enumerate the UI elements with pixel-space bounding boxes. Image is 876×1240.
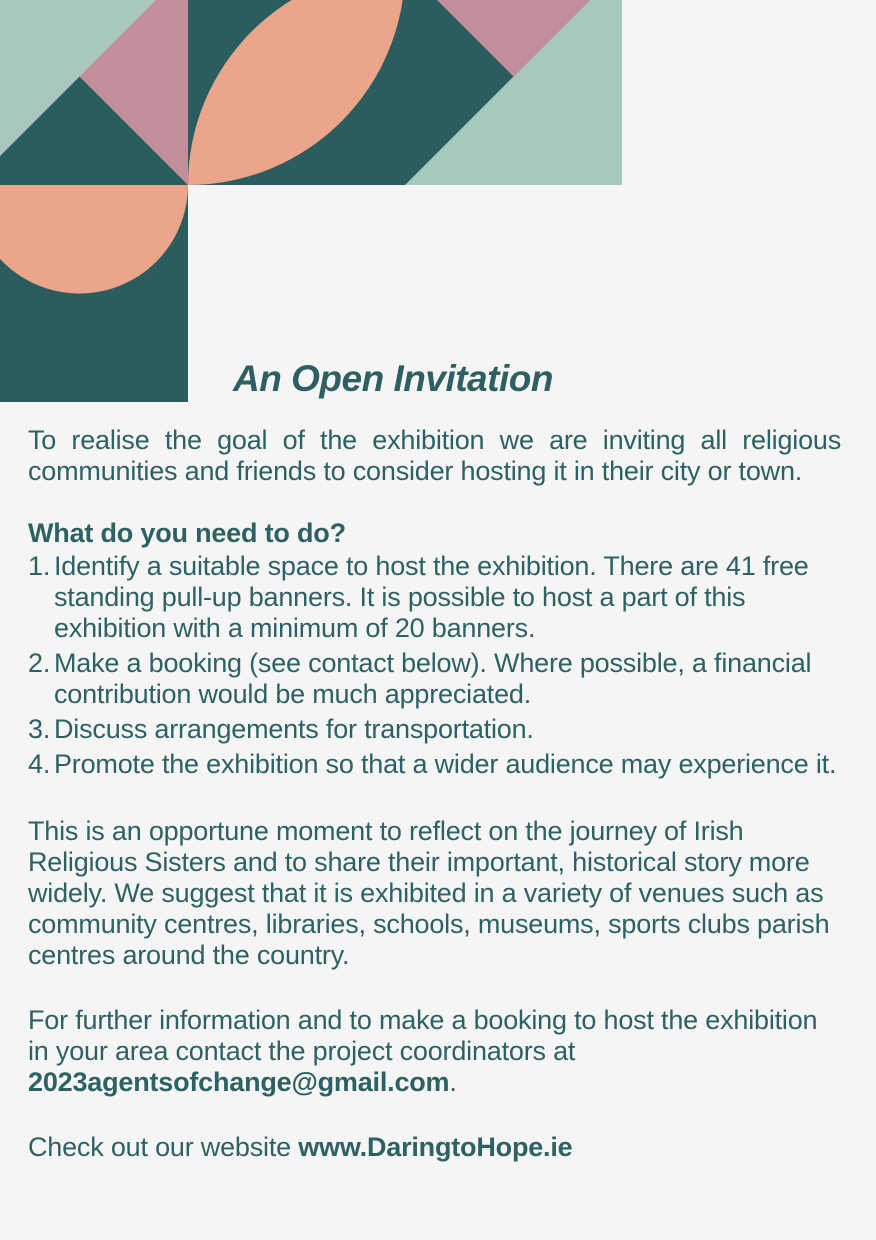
text-line: This is an opportune moment to reflect on the journey of Irish xyxy=(28,816,744,846)
list-number: 1. xyxy=(28,551,51,581)
text-line: Check out our website www.DaringtoHope.ie xyxy=(28,1132,573,1162)
text-line: standing pull-up banners. It is possible to host a part of this xyxy=(54,582,746,612)
text-line: widely. We suggest that it is exhibited in a variety of venues such as xyxy=(28,878,824,908)
text-line: Religious Sisters and to share their important, historical story more xyxy=(28,847,810,877)
text-line: 3. Discuss arrangements for transportation. xyxy=(28,714,534,744)
text-line: contribution would be much appreciated. xyxy=(54,679,532,709)
text-line: To realise the goal of the exhibition we are inviting all religious xyxy=(28,425,841,455)
intro-paragraph xyxy=(28,425,841,487)
text-line: centres around the country. xyxy=(28,940,350,970)
text-line: For further information and to make a booking to host the exhibition xyxy=(28,1005,818,1035)
website-paragraph xyxy=(28,1132,841,1163)
list-item xyxy=(28,648,841,710)
contact-paragraph xyxy=(28,1005,841,1098)
text-line: 2023agentsofchange@gmail.com. xyxy=(28,1067,457,1097)
checklist-heading: What do you need to do? xyxy=(28,518,346,548)
list-number: 2. xyxy=(28,648,51,678)
list-item xyxy=(28,714,841,745)
list-item xyxy=(28,551,841,644)
list-number: 4. xyxy=(28,749,51,779)
reflection-paragraph xyxy=(28,816,841,971)
website-url: www.DaringtoHope.ie xyxy=(298,1132,573,1162)
text-line: exhibition with a minimum of 20 banners. xyxy=(54,613,536,643)
page-title: An Open Invitation xyxy=(233,358,553,399)
contact-email: 2023agentsofchange@gmail.com xyxy=(28,1067,450,1097)
geometric-pattern xyxy=(0,0,622,403)
text-line: community centres, libraries, schools, museums, sports clubs parish xyxy=(28,909,830,939)
text-line: in your area contact the project coordinators at xyxy=(28,1036,576,1066)
list-item xyxy=(28,749,841,780)
text-line: 2. Make a booking (see contact below). Where possible, a financial xyxy=(28,648,812,678)
text-line: 1. Identify a suitable space to host the exhibition. There are 41 free xyxy=(28,551,809,581)
body-text xyxy=(28,425,841,1163)
text-line: 4. Promote the exhibition so that a wider audience may experience it. xyxy=(28,749,837,779)
text-line: communities and friends to consider hosting it in their city or town. xyxy=(28,456,803,486)
list-number: 3. xyxy=(28,714,51,744)
checklist xyxy=(28,551,841,780)
